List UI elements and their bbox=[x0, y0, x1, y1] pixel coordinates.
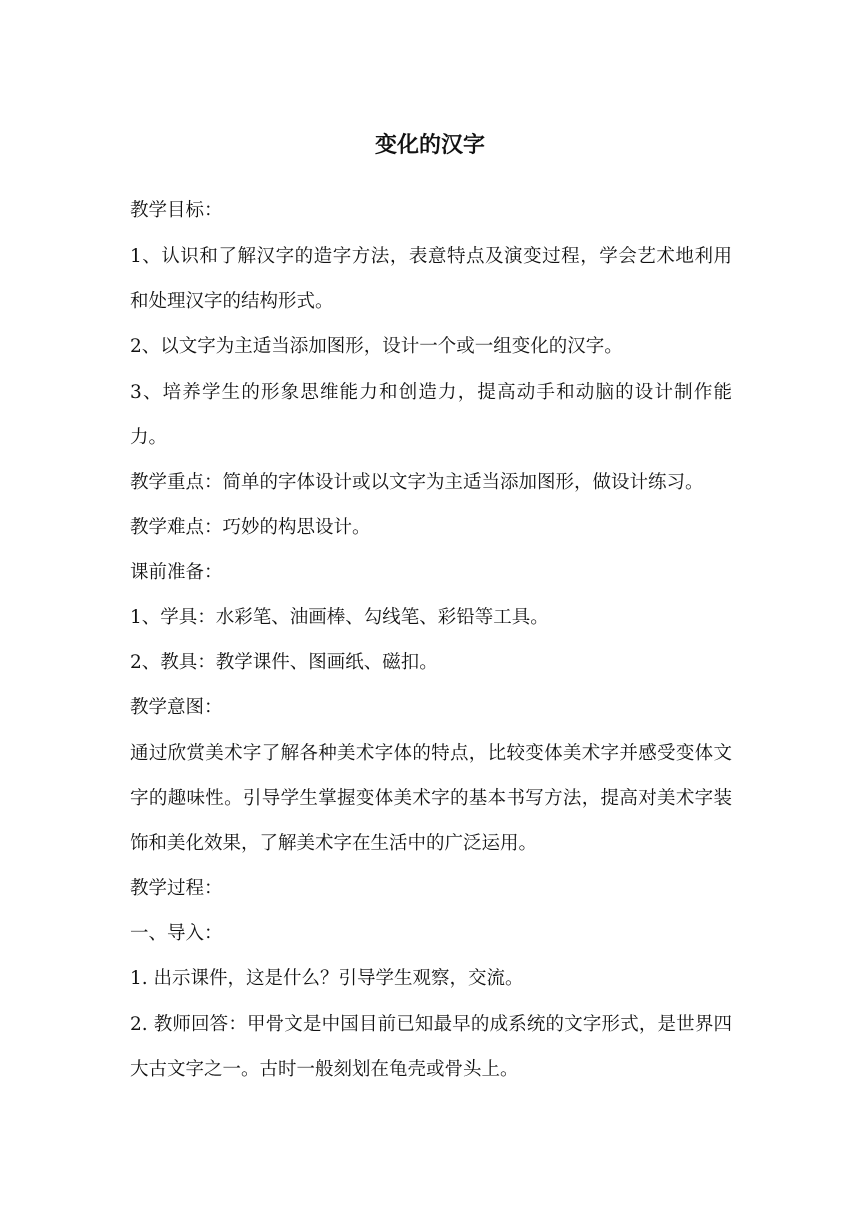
paragraph-step-2: 2. 教师回答：甲骨文是中国目前已知最早的成系统的文字形式，是世界四大古文字之一。古时一般刻划在龟壳或骨头上。 bbox=[130, 1014, 732, 1080]
paragraph-intro-heading: 一、导入： bbox=[130, 923, 223, 944]
paragraph-goal-2: 2、以文字为主适当添加图形，设计一个或一组变化的汉字。 bbox=[130, 336, 623, 357]
paragraph-preparation-heading: 课前准备： bbox=[130, 562, 223, 583]
paragraph-key-points: 教学重点：简单的字体设计或以文字为主适当添加图形，做设计练习。 bbox=[130, 472, 704, 493]
paragraph-goal-1: 1、认识和了解汉字的造字方法，表意特点及演变过程，学会艺术地利用和处理汉字的结构形式。 bbox=[130, 246, 732, 312]
paragraph-step-1: 1. 出示课件，这是什么？引导学生观察，交流。 bbox=[130, 968, 524, 989]
paragraph-intent: 通过欣赏美术字了解各种美术字体的特点，比较变体美术字并感受变体文字的趣味性。引导学生掌握变体美术字的基本书写方法，提高对美术字装饰和美化效果，了解美术字在生活中的广泛运用。 bbox=[130, 743, 732, 854]
paragraph-student-tools: 1、学具：水彩笔、油画棒、勾线笔、彩铅等工具。 bbox=[130, 607, 549, 628]
paragraph-goal-3: 3、培养学生的形象思维能力和创造力，提高动手和动脑的设计制作能力。 bbox=[130, 382, 732, 448]
document-title: 变化的汉字 bbox=[374, 133, 485, 158]
paragraph-teaching-goals-heading: 教学目标： bbox=[130, 200, 223, 221]
paragraph-process-heading: 教学过程： bbox=[130, 878, 223, 899]
document-body bbox=[130, 196, 732, 1100]
paragraph-teacher-tools: 2、教具：教学课件、图画纸、磁扣。 bbox=[130, 652, 438, 673]
paragraph-difficulties: 教学难点：巧妙的构思设计。 bbox=[130, 517, 371, 538]
paragraph-intent-heading: 教学意图： bbox=[130, 697, 223, 718]
